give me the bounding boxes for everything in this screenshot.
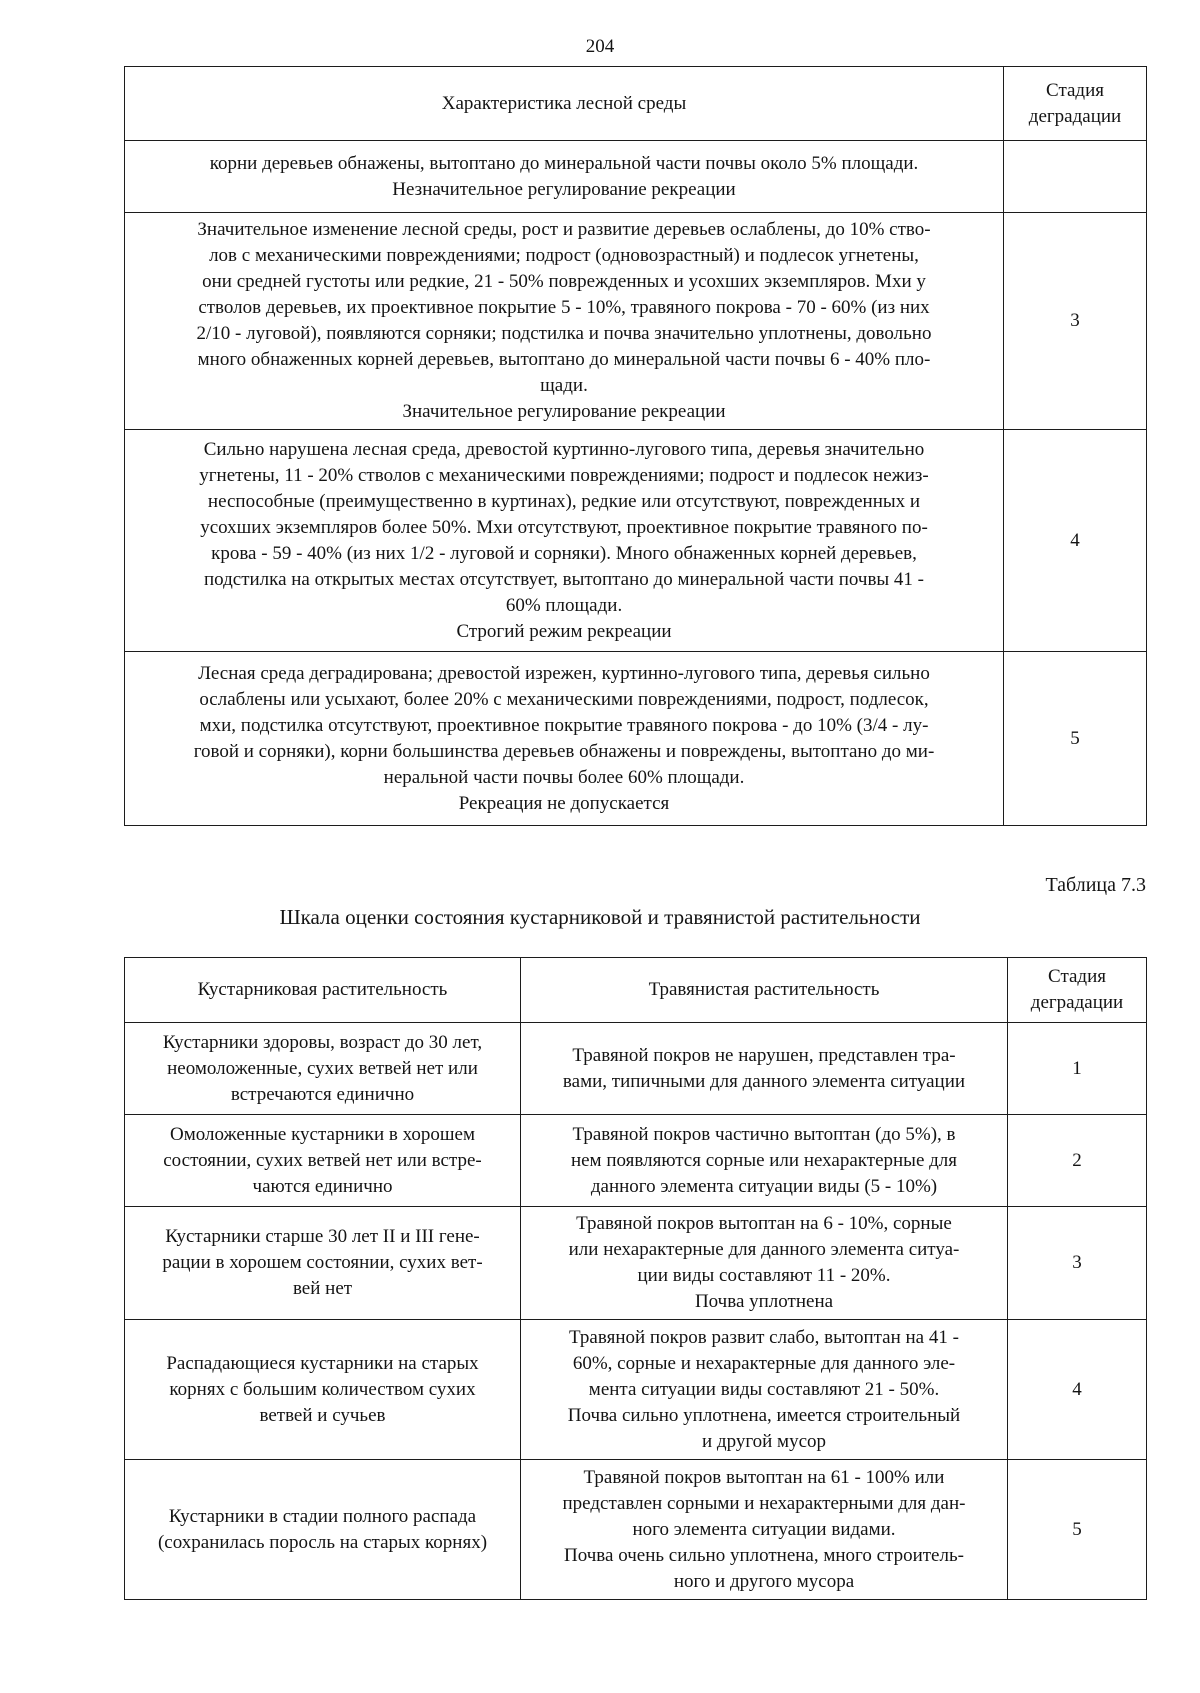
table-row [125, 1023, 1147, 1115]
characteristic-line: неспособные (преимущественно в куртинах), редкие или отсутствуют, поврежденных и [207, 490, 921, 512]
degradation-stage-cell: 3 [1008, 1207, 1147, 1320]
shrub-cell [125, 1320, 521, 1460]
grass-line: данного элемента ситуации виды (5 - 10%) [590, 1175, 938, 1197]
grass-cell [521, 1115, 1008, 1207]
table-caption-title: Шкала оценки состояния кустарниковой и травянистой растительности [279, 905, 921, 929]
table-row [125, 213, 1147, 430]
shrub-cell [125, 1023, 521, 1115]
shrub-line: корнях с большим количеством сухих [169, 1378, 476, 1400]
table-row [125, 1115, 1147, 1207]
grass-line: Почва очень сильно уплотнена, много строитель- [564, 1544, 964, 1566]
grass-line: Травяной покров вытоптан на 6 - 10%, сорные [576, 1213, 952, 1234]
degradation-stage-cell [1004, 141, 1147, 213]
characteristic-line: лов с механическими повреждениями; подрост (одновозрастный) и подлесок угнетены, [209, 245, 919, 266]
degradation-stage-cell: 5 [1008, 1460, 1147, 1600]
characteristic-line: мхи, подстилка отсутствуют, проективное покрытие травяного покрова - до 10% (3/4 - лу- [199, 714, 929, 736]
characteristic-line: угнетены, 11 - 20% стволов с механическими повреждениями; подрост и подлесок нежиз- [199, 464, 929, 486]
table-row [125, 1320, 1147, 1460]
characteristic-line: подстилка на открытых местах отсутствует, вытоптано до минеральной части почвы 41 - [203, 568, 925, 590]
recreation-regime: Строгий режим рекреации [456, 620, 672, 642]
shrub-cell [125, 1460, 521, 1600]
table-row [125, 652, 1147, 826]
header-grass: Травянистая растительность [521, 958, 1008, 1023]
characteristic-line: стволов деревьев, их проективное покрытие 5 - 10%, травяного покрова - 70 - 60% (из них [198, 297, 930, 318]
characteristic-line: говой и сорняки), корни большинства деревьев обнажены и повреждены, вытоптано до ми- [193, 740, 935, 762]
shrub-cell [125, 1207, 521, 1320]
characteristic-line: Значительное изменение лесной среды, рост и развитие деревьев ослаблены, до 10% ство- [197, 219, 931, 240]
grass-cell [521, 1460, 1008, 1600]
characteristic-line: Сильно нарушена лесная среда, древостой куртинно-лугового типа, деревья значительно [203, 438, 925, 460]
table-header-row [125, 958, 1147, 1023]
degradation-stage-cell: 4 [1004, 430, 1147, 652]
header-characteristic: Характеристика лесной среды [125, 67, 1004, 141]
grass-line: или нехарактерные для данного элемента ситуа- [568, 1239, 960, 1260]
forest-characteristic-cell [125, 141, 1004, 213]
grass-line: мента ситуации виды составляют 21 - 50%. [588, 1378, 940, 1400]
recreation-regime: Незначительное регулирование рекреации [392, 178, 736, 200]
grass-cell [521, 1023, 1008, 1115]
shrub-line: (сохранилась поросль на старых корнях) [157, 1531, 488, 1553]
characteristic-line: Лесная среда деградирована; древостой изрежен, куртинно-лугового типа, деревья сильно [198, 662, 930, 684]
grass-line: ции виды составляют 11 - 20%. [637, 1265, 891, 1286]
characteristic-line: много обнаженных корней деревьев, вытоптано до минеральной части почвы 6 - 40% пло- [197, 349, 931, 370]
header-stage: Стадия деградации [1004, 67, 1147, 141]
shrub-grass-table [124, 957, 1147, 1600]
characteristic-line: они средней густоты или редкие, 21 - 50% поврежденных и усохших экземпляров. Мхи у [202, 271, 926, 292]
grass-line: вами, типичными для данного элемента ситуации [562, 1070, 966, 1092]
characteristic-line: 2/10 - луговой), появляются сорняки; подстилка и почва значительно уплотнены, довольно [196, 323, 932, 344]
shrub-line: Омоложенные кустарники в хорошем [169, 1123, 476, 1145]
shrub-line: Кустарники в стадии полного распада [168, 1505, 477, 1527]
characteristic-line: корни деревьев обнажены, вытоптано до минеральной части почвы около 5% площади. [209, 152, 919, 174]
shrub-line: Кустарники старше 30 лет II и III гене- [165, 1226, 480, 1247]
shrub-line: вей нет [292, 1278, 353, 1299]
recreation-regime: Значительное регулирование рекреации [402, 401, 726, 422]
grass-line: и другой мусор [701, 1430, 827, 1452]
table-row [125, 1460, 1147, 1600]
table-caption-number: Таблица 7.3 [1045, 874, 1146, 896]
characteristic-line: 60% площади. [505, 594, 623, 616]
shrub-line: чаются единично [252, 1175, 393, 1197]
grass-line: нем появляются сорные или нехарактерные для [570, 1149, 958, 1171]
grass-line: Травяной покров частично вытоптан (до 5%), в [572, 1123, 956, 1145]
degradation-stage-cell: 5 [1004, 652, 1147, 826]
shrub-line: Распадающиеся кустарники на старых [166, 1352, 479, 1374]
table-row [125, 430, 1147, 652]
grass-line: Травяной покров развит слабо, вытоптан на 41 - [569, 1326, 959, 1348]
table-header-row [125, 67, 1147, 141]
page-number: 204 [585, 36, 615, 57]
forest-characteristic-cell [125, 652, 1004, 826]
grass-line: Почва сильно уплотнена, имеется строительный [567, 1404, 961, 1426]
grass-line: ного и другого мусора [673, 1570, 855, 1592]
shrub-line: ветвей и сучьев [259, 1404, 386, 1426]
characteristic-line: ослаблены или усыхают, более 20% с механическими повреждениями, подрост, подлесок, [199, 688, 929, 710]
shrub-cell [125, 1115, 521, 1207]
characteristic-line: неральной части почвы более 60% площади. [383, 766, 745, 788]
degradation-stage-cell: 3 [1004, 213, 1147, 430]
shrub-line: неомоложенные, сухих ветвей нет или [167, 1057, 478, 1079]
table-row [125, 141, 1147, 213]
forest-characteristic-cell [125, 430, 1004, 652]
shrub-line: Кустарники здоровы, возраст до 30 лет, [162, 1031, 483, 1053]
forest-environment-table [124, 66, 1147, 826]
grass-line: представлен сорными и нехарактерными для дан- [562, 1492, 966, 1514]
grass-line: Травяной покров вытоптан на 61 - 100% или [583, 1466, 945, 1488]
grass-cell [521, 1207, 1008, 1320]
characteristic-line: крова - 59 - 40% (из них 1/2 - луговой и сорняки). Много обнаженных корней деревьев, [211, 542, 917, 564]
grass-line: ного элемента ситуации видами. [632, 1518, 896, 1540]
header-shrub: Кустарниковая растительность [125, 958, 521, 1023]
grass-line: Почва уплотнена [694, 1291, 834, 1312]
degradation-stage-cell: 1 [1008, 1023, 1147, 1115]
shrub-line: состоянии, сухих ветвей нет или встре- [163, 1149, 482, 1171]
degradation-stage-cell: 2 [1008, 1115, 1147, 1207]
shrub-line: рации в хорошем состоянии, сухих вет- [162, 1252, 483, 1273]
grass-cell [521, 1320, 1008, 1460]
characteristic-line: усохших экземпляров более 50%. Мхи отсутствуют, проективное покрытие травяного по- [200, 516, 928, 538]
degradation-stage-cell: 4 [1008, 1320, 1147, 1460]
recreation-regime: Рекреация не допускается [458, 792, 670, 814]
grass-line: Травяной покров не нарушен, представлен тра- [572, 1044, 956, 1066]
grass-line: 60%, сорные и нехарактерные для данного эле- [572, 1352, 956, 1374]
forest-characteristic-cell [125, 213, 1004, 430]
header-stage: Стадия деградации [1008, 958, 1147, 1023]
table-row [125, 1207, 1147, 1320]
shrub-line: встречаются единично [230, 1083, 415, 1105]
characteristic-line: щади. [540, 375, 588, 396]
